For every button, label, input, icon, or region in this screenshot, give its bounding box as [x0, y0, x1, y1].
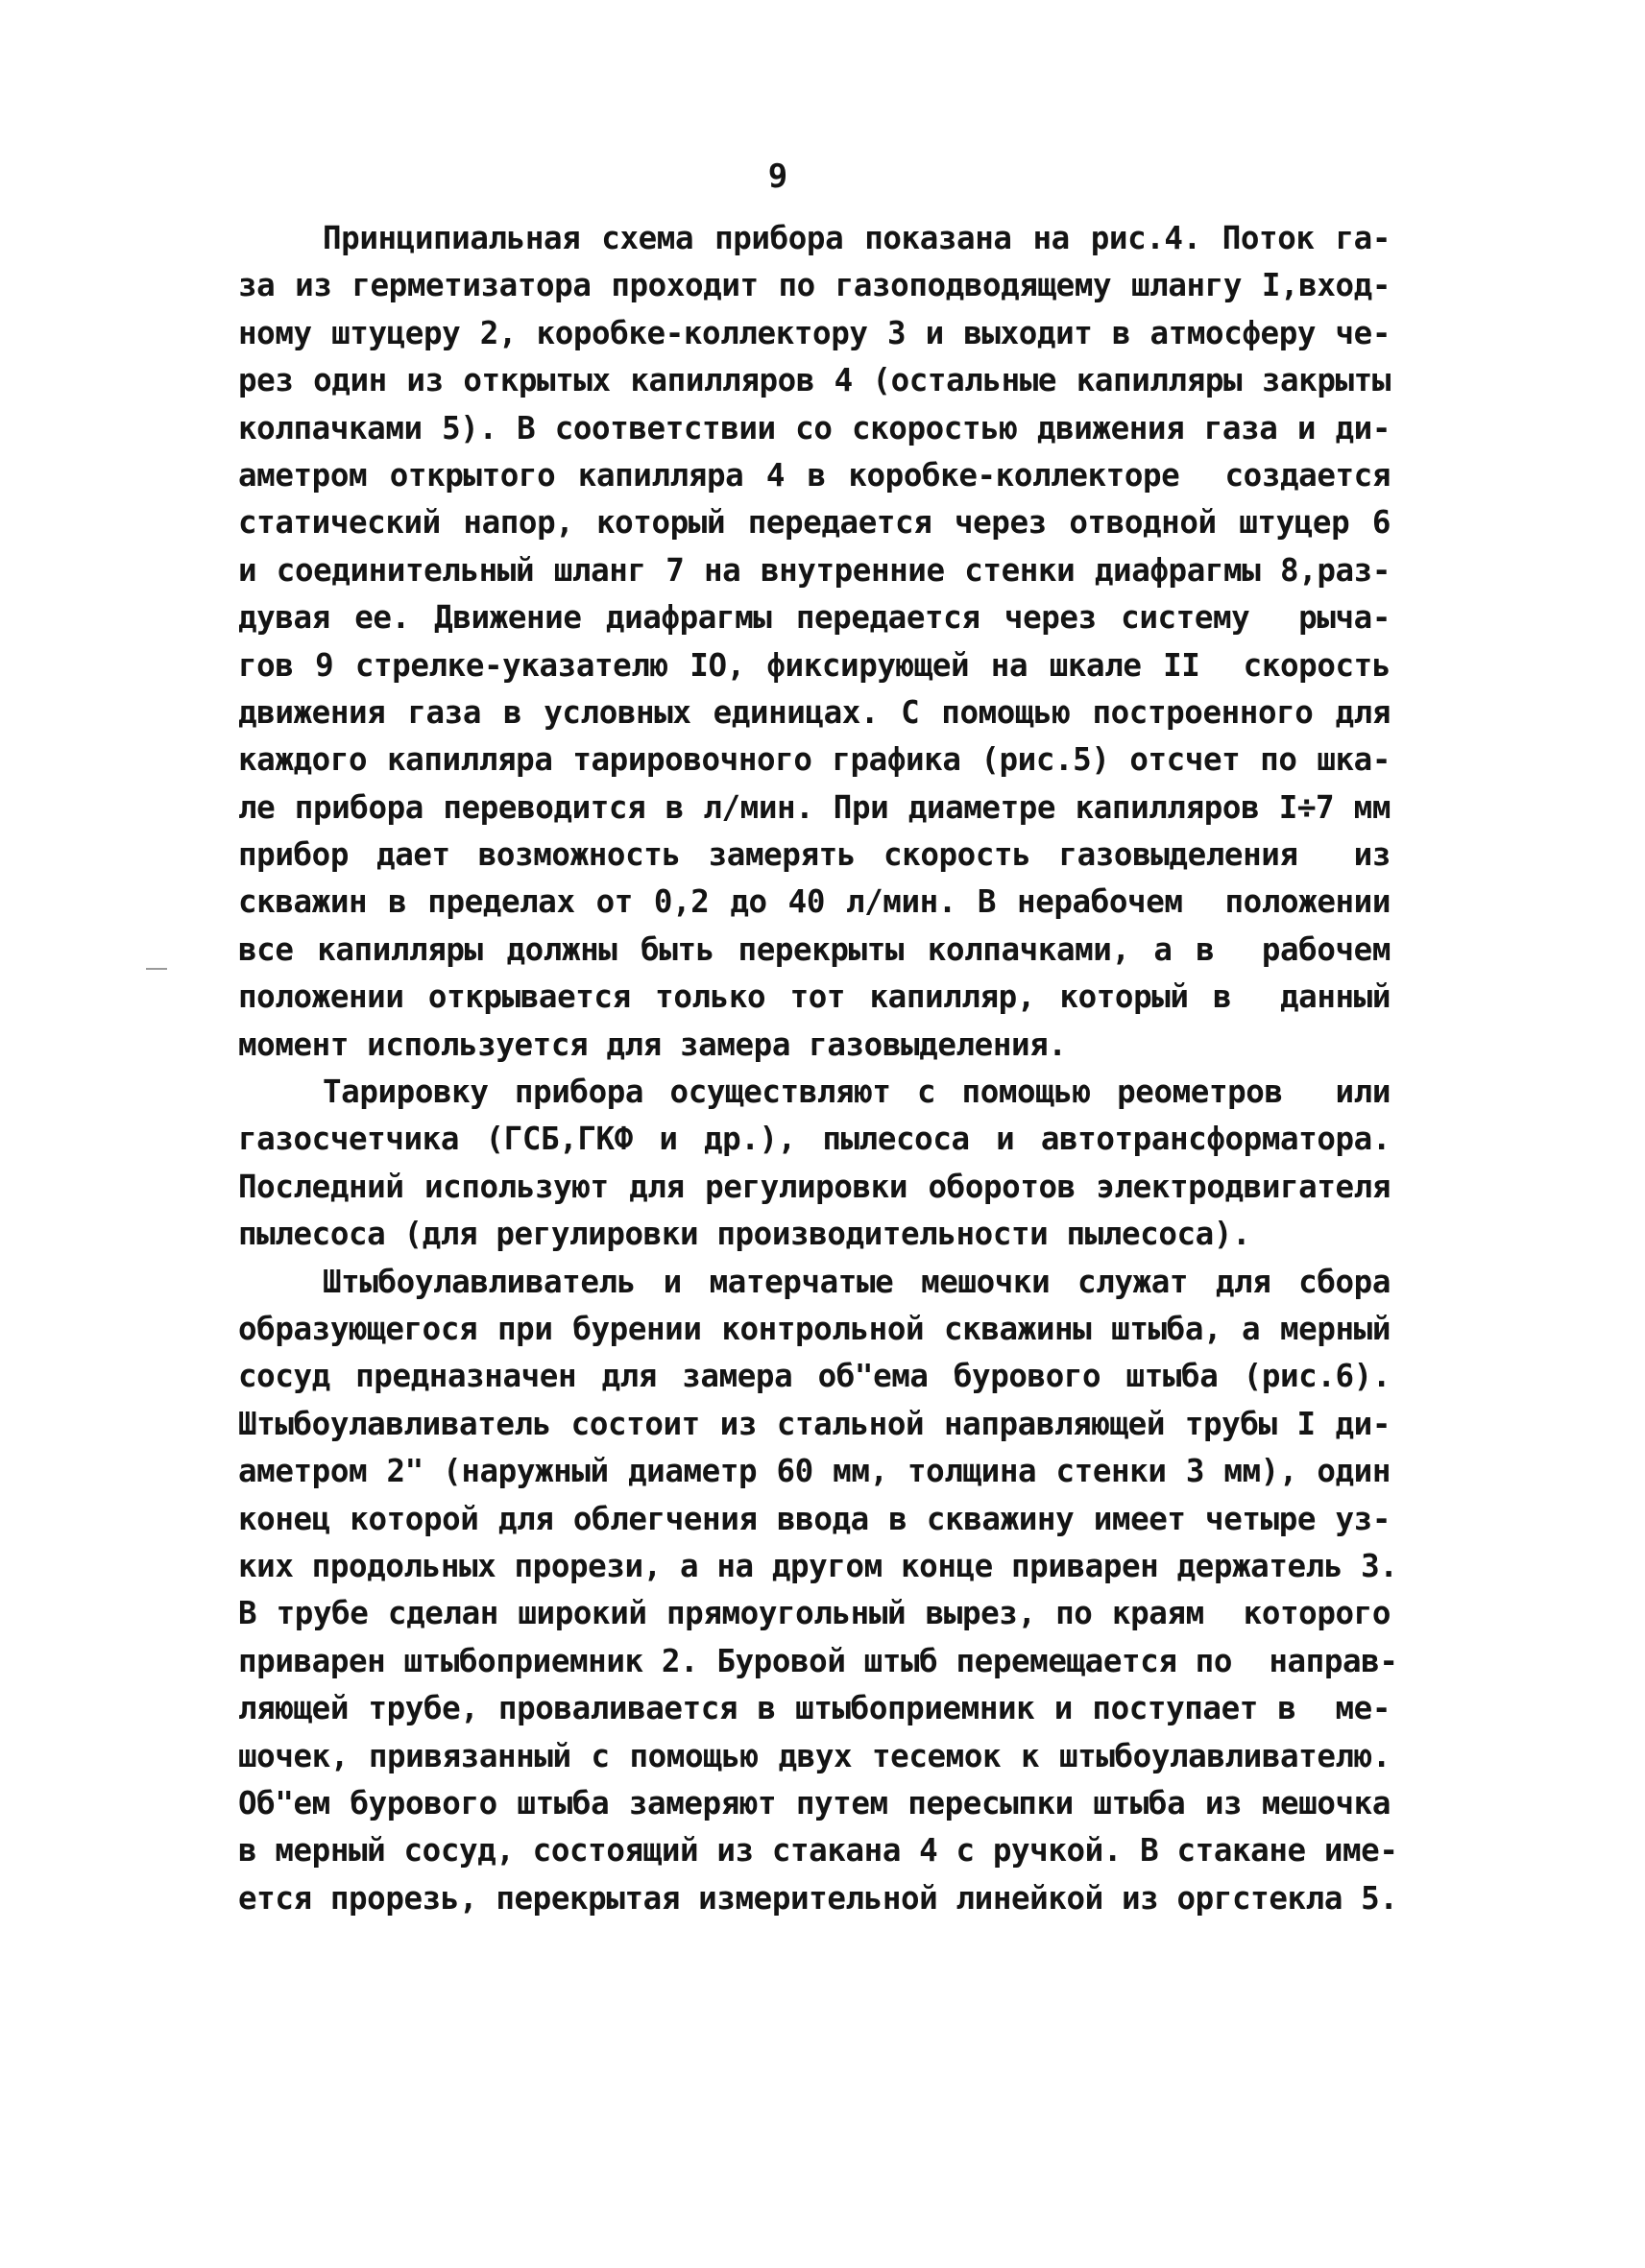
text-line: Принципиальная схема прибора показана на рис.4. Поток га-	[323, 220, 1391, 256]
body-text	[238, 215, 1398, 1922]
text-line: гов 9 стрелке-указателю IO, фиксирующей на шкале II скорость	[238, 646, 1391, 684]
margin-mark	[146, 968, 167, 970]
text-line: сосуд предназначен для замера об"ема бурового штыба (рис.6).	[238, 1358, 1391, 1395]
text-line: Штыбоулавливатель и матерчатые мешочки служат для сбора	[323, 1263, 1391, 1300]
text-line: Штыбоулавливатель состоит из стальной направляющей трубы I ди-	[238, 1405, 1391, 1442]
page-number: 9	[767, 157, 788, 196]
paragraph-gas-meter-scheme	[238, 215, 1391, 1069]
text-line: ляющей трубе, проваливается в штыбоприемник и поступает в ме-	[238, 1690, 1391, 1727]
text-line: пылесоса (для регулировки производительности пылесоса).	[238, 1216, 1251, 1253]
text-line: прибор дает возможность замерять скорость газовыделения из	[238, 836, 1391, 874]
text-line: колпачками 5). В соответствии со скоростью движения газа и ди-	[238, 409, 1391, 446]
text-line: Об"ем бурового штыба замеряют путем пересыпки штыба из мешочка	[238, 1784, 1391, 1822]
text-line: в мерный сосуд, состоящий из стакана 4 с ручкой. В стакане име-	[238, 1832, 1398, 1870]
text-line: ле прибора переводится в л/мин. При диаметре капилляров I÷7 мм	[238, 788, 1391, 826]
text-line: газосчетчика (ГСБ,ГКФ и др.), пылесоса и автотрансформатора.	[238, 1121, 1391, 1158]
text-line: шочек, привязанный с помощью двух тесемок к штыбоулавливателю.	[238, 1737, 1391, 1774]
text-line: аметром открытого капилляра 4 в коробке-коллекторе создается	[238, 456, 1391, 494]
text-line: ному штуцеру 2, коробке-коллектору 3 и выходит в атмосферу че-	[238, 314, 1391, 351]
text-line: все капилляры должны быть перекрыты колпачками, а в рабочем	[238, 930, 1391, 968]
text-line: аметром 2" (наружный диаметр 60 мм, толщина стенки 3 мм), один	[238, 1453, 1391, 1490]
text-line: ется прорезь, перекрытая измерительной линейкой из оргстекла 5.	[238, 1879, 1398, 1917]
text-line: образующегося при бурении контрольной скважины штыба, а мерный	[238, 1310, 1391, 1347]
text-line: скважин в пределах от 0,2 до 40 л/мин. В нерабочем положении	[238, 883, 1391, 921]
text-line: дувая ее. Движение диафрагмы передается через систему рыча-	[238, 599, 1391, 637]
text-line: Тарировку прибора осуществляют с помощью реометров или	[323, 1074, 1391, 1111]
text-line: конец которой для облегчения ввода в скважину имеет четыре уз-	[238, 1500, 1391, 1537]
paragraph-cuttings-catcher	[238, 1259, 1398, 1922]
paragraph-calibration	[238, 1069, 1391, 1259]
text-line: положении открывается только тот капилляр, который в данный	[238, 978, 1391, 1016]
text-line: приварен штыбоприемник 2. Буровой штыб перемещается по направ-	[238, 1642, 1398, 1679]
text-line: за из герметизатора проходит по газоподводящему шлангу I,вход-	[238, 267, 1391, 304]
text-line: В трубе сделан широкий прямоугольный вырез, по краям которого	[238, 1595, 1391, 1632]
text-line: момент используется для замера газовыделения.	[238, 1025, 1067, 1063]
text-line: и соединительный шланг 7 на внутренние стенки диафрагмы 8,раз-	[238, 551, 1391, 589]
text-line: каждого капилляра тарировочного графика (рис.5) отсчет по шка-	[238, 741, 1391, 779]
text-line: Последний используют для регулировки оборотов электродвигателя	[238, 1168, 1391, 1205]
text-line: ких продольных прорези, а на другом конце приварен держатель 3.	[238, 1547, 1398, 1584]
text-line: рез один из открытых капилляров 4 (остальные капилляры закрыты	[238, 362, 1391, 399]
text-line: движения газа в условных единицах. С помощью построенного для	[238, 693, 1391, 731]
text-line: статический напор, который передается через отводной штуцер 6	[238, 504, 1391, 542]
